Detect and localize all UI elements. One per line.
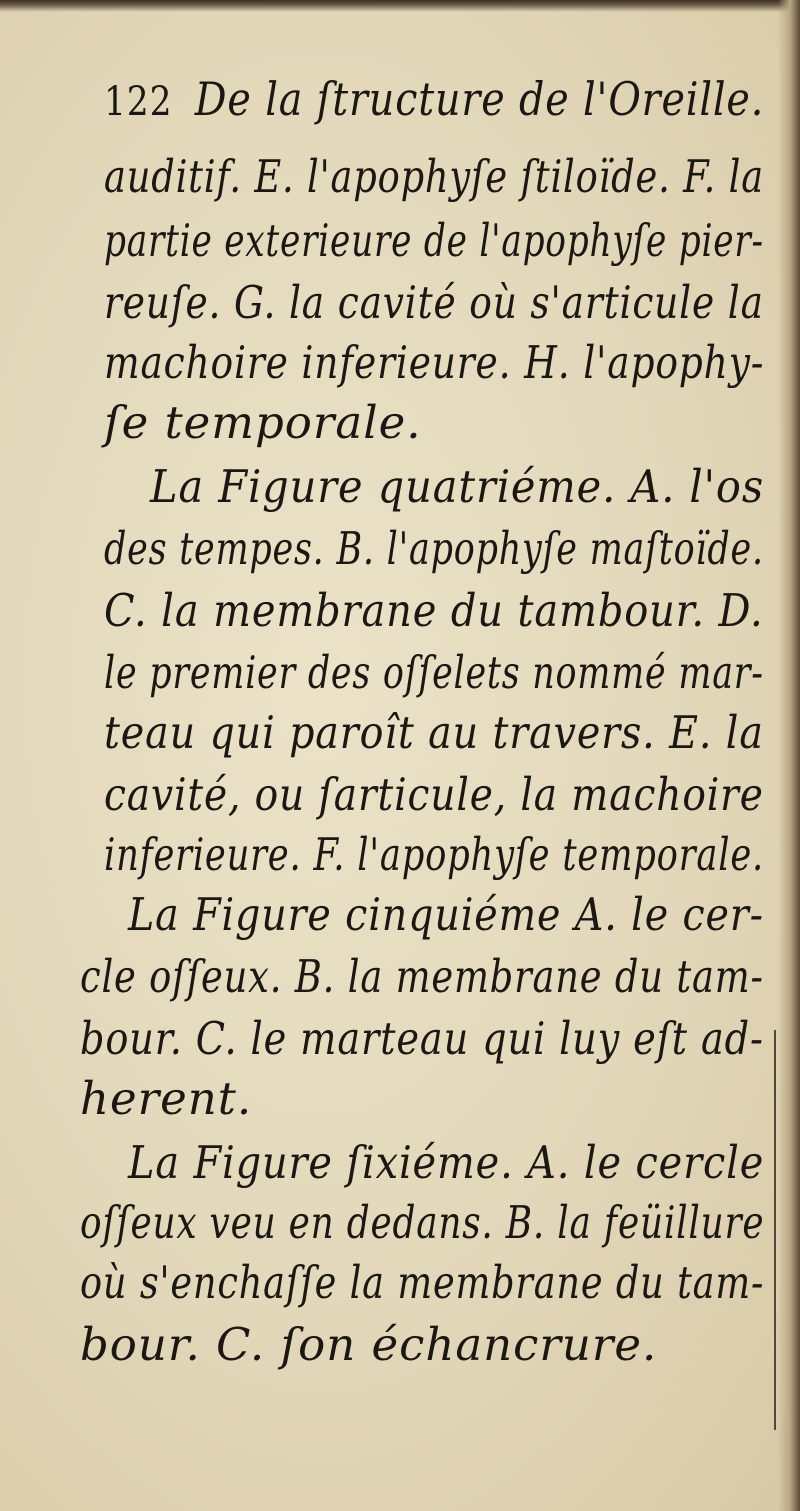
text-line: des tempes. B. l'apophyſe maſtoïde. [104,522,764,575]
text-line: C. la membrane du tambour. D. [104,584,764,637]
text-line: reuſe. G. la cavité où s'articule la [104,276,764,329]
text-line: machoire inferieure. H. l'apophy- [104,336,765,389]
text-line: La Figure quatriéme. A. l'os [150,460,765,513]
text-line: herent. [80,1072,253,1125]
text-line: bour. C. ſon échancrure. [80,1318,658,1371]
text-line: teau qui paroît au travers. E. la [104,706,764,759]
text-line: cle oſſeux. B. la membrane du tam- [80,950,764,1003]
text-line: où s'enchaſſe la membrane du tam- [80,1256,765,1309]
text-line: ſe temporale. [104,396,422,449]
text-line: bour. C. le marteau qui luy eſt ad- [80,1012,764,1065]
page-header [104,72,764,132]
page-number: 122 [104,79,173,125]
page-gutter-shadow [778,0,800,1511]
page-top-edge [0,0,800,12]
text-line: La Figure ſixiéme. A. le cercle [128,1136,765,1189]
text-line: auditif. E. l'apophyſe ſtiloïde. F. la [104,150,764,203]
text-line: le premier des oſſelets nommé mar- [104,646,764,699]
text-line: inferieure. F. l'apophyſe temporale. [104,828,765,881]
running-head: De la ſtructure de l'Oreille. [194,72,765,126]
text-line: partie exterieure de l'apophyſe pier- [104,214,764,267]
text-line: cavité, ou ſarticule, la machoire [104,768,764,821]
text-line: La Figure cinquiéme A. le cer- [128,888,764,941]
text-line: oſſeux veu en dedans. B. la feüillure [80,1196,765,1249]
gutter-rule [774,1030,776,1430]
